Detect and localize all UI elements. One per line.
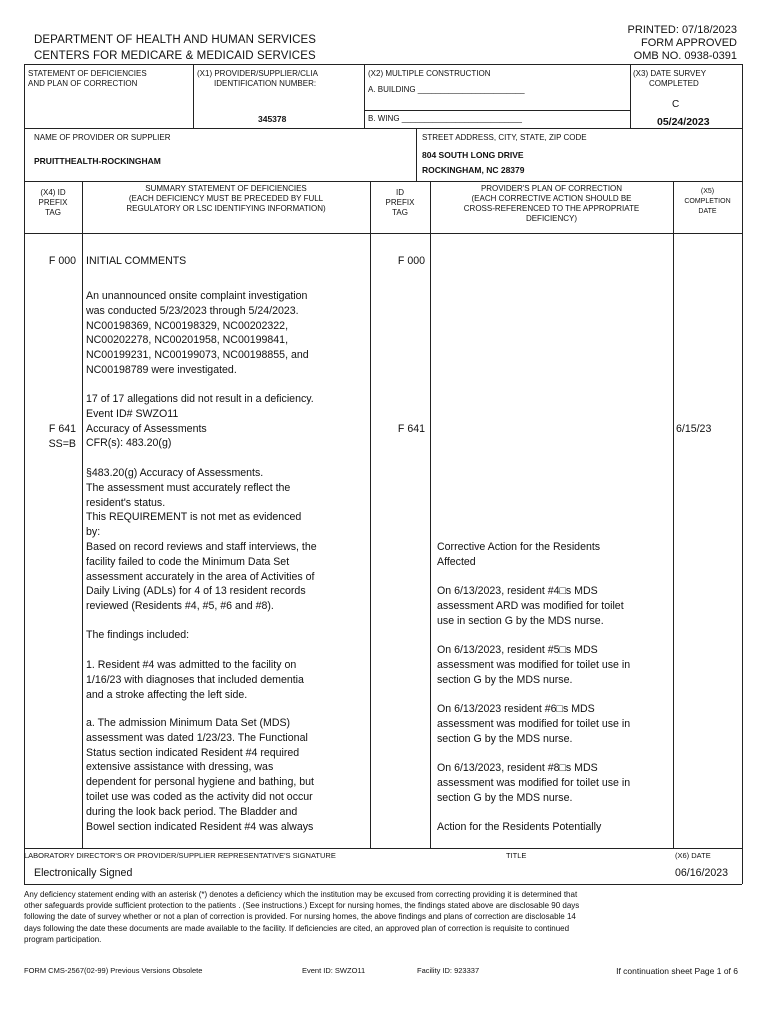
paragraph-findings: The findings included: (86, 629, 190, 641)
title-label: TITLE (506, 851, 527, 860)
completion-date: 6/15/23 (676, 423, 712, 435)
disclaimer: Any deficiency statement ending with an asterisk (*) denotes a deficiency which the institution may be excused from correcting providing it is determined that other safeguards provide sufficient protection to the patients . (See instructions.) Except for nursing homes, the findings stated above are disclosable 90 days following the date of survey whether or not a plan of correction is provided. For nursing homes, the above findings and plans of correction are disclosable 14 days following the date these documents are made available to the facility. If deficiencies are cited, an approved plan of correction is requisite to continued program participation. (24, 890, 580, 944)
x2-label: (X2) MULTIPLE CONSTRUCTION (368, 69, 491, 78)
rule-x3 (630, 64, 631, 128)
date-label: (X6) DATE (675, 851, 711, 860)
rule-provider-bottom (24, 181, 742, 182)
tag-f641-left: F 641 (48, 423, 76, 435)
paragraph-resident-4: 1. Resident #4 was admitted to the facility on 1/16/23 with diagnoses that included dementia and a stroke affecting the left side. (86, 659, 304, 701)
x1-label-1: (X1) PROVIDER/SUPPLIER/CLIA (197, 69, 318, 78)
plan-potentially-affected: Action for the Residents Potentially (437, 821, 602, 833)
rule-body-bottom (24, 848, 742, 849)
col-id-header: ID PREFIX TAG (385, 188, 415, 217)
rule-right (742, 64, 743, 884)
plan-corrective-action: Corrective Action for the Residents Affected (437, 541, 601, 568)
rule-col-id (430, 181, 431, 848)
rule-x1 (193, 64, 194, 128)
building-label: A. BUILDING ________________________ (368, 85, 525, 94)
footer-page: If continuation sheet Page 1 of 6 (616, 966, 738, 976)
paragraph-admission-mds: a. The admission Minimum Data Set (MDS) assessment was dated 1/23/23. The Functional Status section indicated Resident #4 required extensive assistance with dressing, was dependent for personal hygiene and bathing, but toilet use was coded as the activity did not occur during the look back period. The Bladder and Bowel section indicated Resident #4 was always (86, 717, 314, 833)
form-approved: FORM APPROVED (641, 37, 737, 49)
street-address: 804 SOUTH LONG DRIVE (422, 150, 524, 160)
plan-resident-8: On 6/13/2023, resident #8□s MDS assessment was modified for toilet use in section G by the MDS nurse. (437, 762, 631, 804)
rule-col-summary (370, 181, 371, 848)
address-label: STREET ADDRESS, CITY, STATE, ZIP CODE (422, 133, 587, 142)
footer-event-id: Event ID: SWZO11 (302, 966, 366, 975)
provider-name-label: NAME OF PROVIDER OR SUPPLIER (34, 133, 171, 142)
tag-f641-right: F 641 (397, 423, 425, 435)
statement-label-2: AND PLAN OF CORRECTION (28, 79, 138, 88)
rule-col-plan (673, 181, 674, 848)
x3-date: 05/24/2023 (657, 116, 710, 128)
col-summary-header: SUMMARY STATEMENT OF DEFICIENCIES (EACH DEFICIENCY MUST BE PRECEDED BY FULL REGULATORY OR LSC IDENTIFYING INFORMATION) (126, 184, 326, 213)
col-x4-header: (X4) ID PREFIX TAG (38, 188, 68, 217)
col-x5-header: (X5) COMPLETION DATE (684, 188, 731, 215)
x1-value: 345378 (258, 114, 287, 124)
plan-resident-6: On 6/13/2023 resident #6□s MDS assessment was modified for toilet use in section G by the MDS nurse. (437, 703, 631, 745)
paragraph-requirement: §483.20(g) Accuracy of Assessments. The assessment must accurately reflect the resident's status. This REQUIREMENT is not met as evidenced by: Based on record reviews and staff interviews, the facility failed to code the Minimum Data Set assessment accurately in the area of Activities of Daily Living (ADLs) for 4 of 13 resident records reviewed (Residents #4, #5, #6 and #8). (86, 467, 317, 613)
rule-id-bottom (24, 128, 742, 129)
tag-f000-right: F 000 (397, 255, 425, 267)
plan-resident-5: On 6/13/2023, resident #5□s MDS assessment was modified for toilet use in section G by the MDS nurse. (437, 644, 631, 686)
tag-ss-b: SS=B (48, 438, 76, 450)
tag-f000-left: F 000 (48, 255, 76, 267)
wing-label: B. WING ___________________________ (368, 114, 522, 123)
signature-label: LABORATORY DIRECTOR'S OR PROVIDER/SUPPLIER REPRESENTATIVE'S SIGNATURE (24, 851, 336, 860)
statement-label-1: STATEMENT OF DEFICIENCIES (28, 69, 147, 78)
x3-label-1: (X3) DATE SURVEY (633, 69, 707, 78)
rule-columns-bottom (24, 233, 742, 234)
agency-line-1: DEPARTMENT OF HEALTH AND HUMAN SERVICES (34, 34, 317, 46)
omb-number: OMB NO. 0938-0391 (633, 50, 737, 62)
rule-x2 (364, 64, 365, 128)
signature-date: 06/16/2023 (675, 867, 729, 879)
rule-left (24, 64, 25, 884)
rule-address (416, 128, 417, 181)
city-state-zip: ROCKINGHAM, NC 28379 (422, 165, 525, 175)
footer-facility-id: Facility ID: 923337 (417, 966, 480, 975)
x3-label-2: COMPLETED (649, 79, 699, 88)
rule-top (24, 64, 742, 65)
agency-line-2: CENTERS FOR MEDICARE & MEDICAID SERVICES (34, 50, 316, 62)
paragraph-investigation: An unannounced onsite complaint investigation was conducted 5/23/2023 through 5/24/2023. NC00198369, NC00198329, NC00202322, NC00202278, NC00201958, NC00199841, NC00199231, NC00199073, NC00198855, and NC00198789 were investigated. (86, 290, 309, 376)
signature-value: Electronically Signed (34, 867, 133, 879)
col-plan-header: PROVIDER'S PLAN OF CORRECTION (EACH CORRECTIVE ACTION SHOULD BE CROSS-REFERENCED TO THE APPROPRIATE DEFICIENCY) (463, 184, 640, 223)
initial-comments-heading: INITIAL COMMENTS (86, 255, 187, 267)
x1-label-2: IDENTIFICATION NUMBER: (214, 79, 317, 88)
plan-resident-4: On 6/13/2023, resident #4□s MDS assessment ARD was modified for toilet use in section G by the MDS nurse. (437, 585, 624, 627)
rule-signature-bottom (24, 884, 742, 885)
footer-form: FORM CMS-2567(02-99) Previous Versions Obsolete (24, 966, 203, 975)
printed-date: PRINTED: 07/18/2023 (627, 24, 737, 36)
x3-code: C (672, 99, 680, 110)
rule-building (364, 110, 630, 111)
paragraph-allegations: 17 of 17 allegations did not result in a deficiency. Event ID# SWZO11 Accuracy of Assessments CFR(s): 483.20(g) (86, 393, 314, 450)
provider-name: PRUITTHEALTH-ROCKINGHAM (34, 156, 161, 166)
rule-col-x4 (82, 181, 83, 848)
